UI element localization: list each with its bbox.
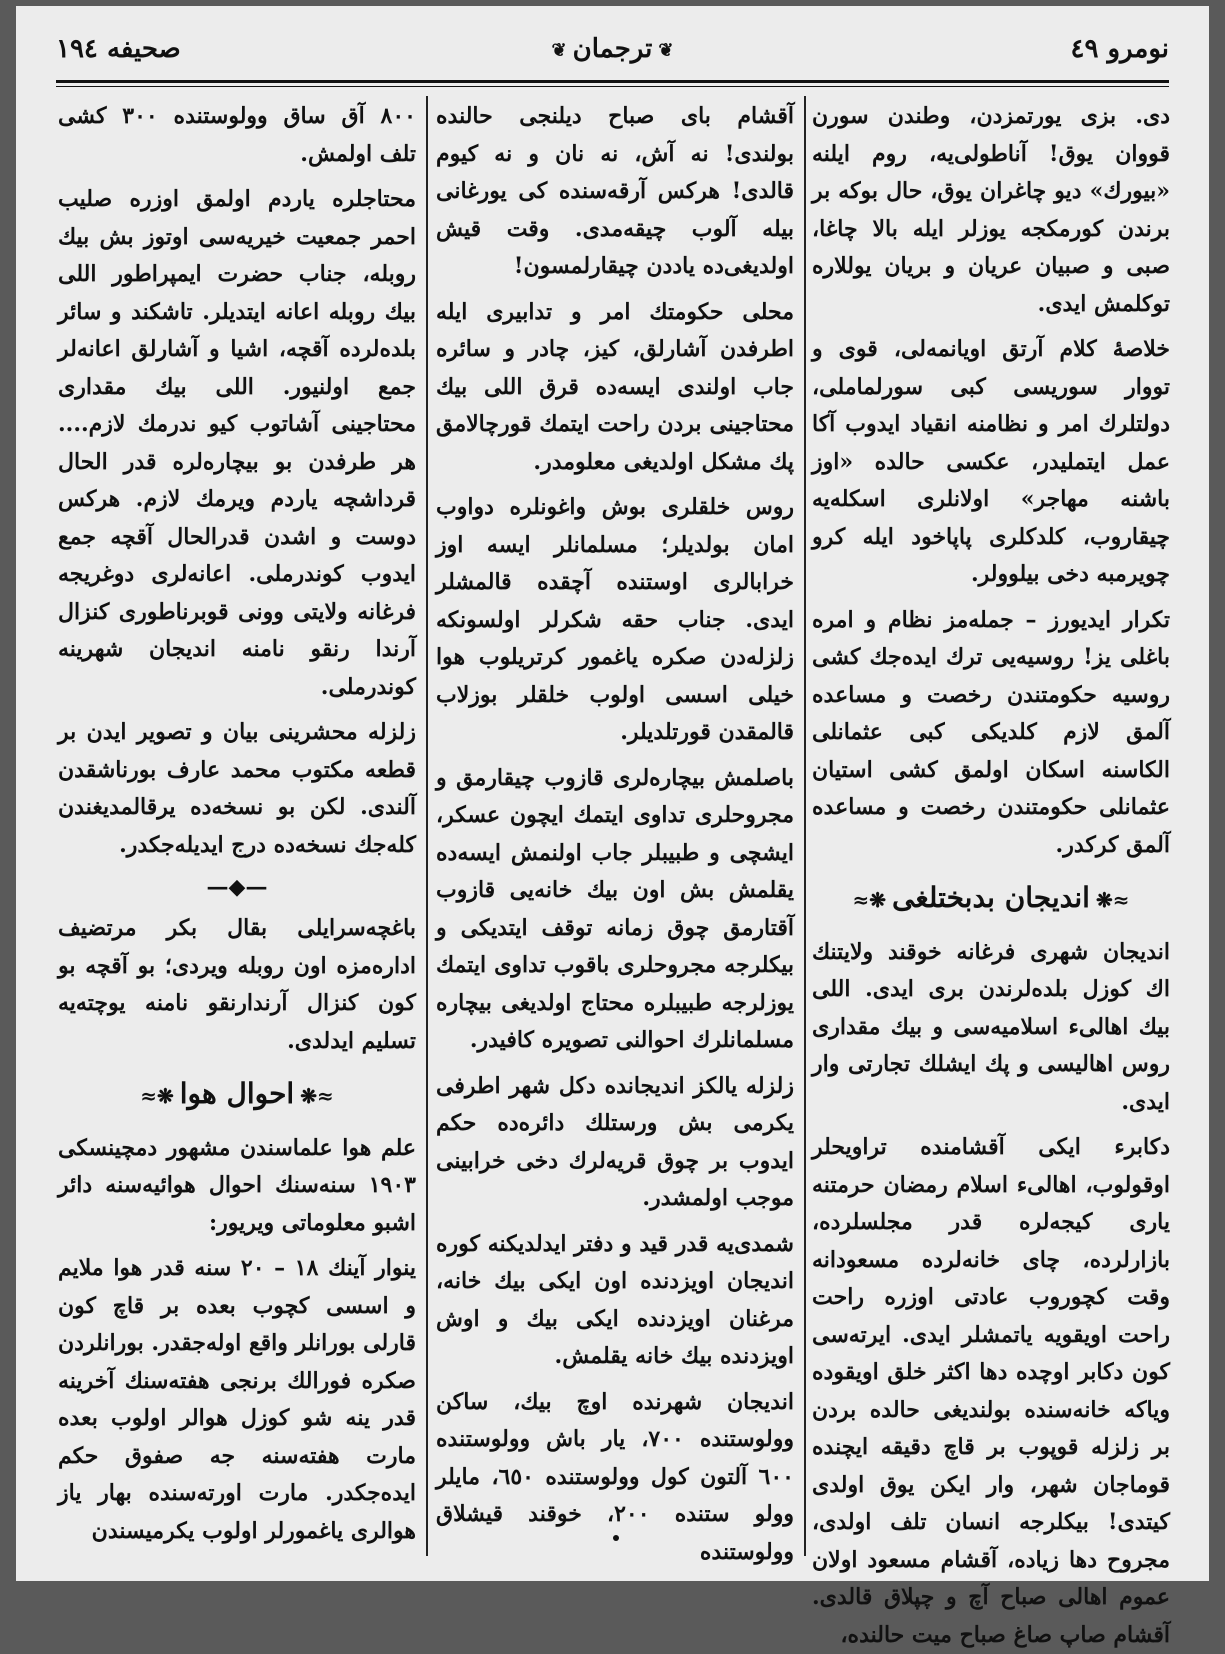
header-rule-thin xyxy=(56,86,1169,87)
newspaper-page xyxy=(16,6,1209,1648)
paragraph: تكرار ايديورز – جمله‌مز نظام و امره باغلى يز! روسيه‌يى ترك ايده‌جك كشى روسيه حكومتندن رخصت و مساعده آلمق لازم كلديكى كبى عثمانلى الكاسنه اسكان اولمق كشى استيان عثمانلى حكومتندن رخصت و مساعده آلمق كركدر. xyxy=(812,606,1170,858)
paragraph: باصلمش بيچاره‌لرى قازوب چيقارمق و مجروحلرى تداوى ايتمك ايچون عسكر، ايشچى و طبيبلر جاب اولنمش ايسه‌ده يقلمش بش اون بيك خانه‌يى قازوب آقتارمق چوق زمانه توقف ايتديكى و بيكلرجه مجروحلرى باقوب تداوى ايتمك يوزلرجه طبيبلره محتاج اولديغى بيچاره مسلمانلرك احوالنى تصويره كافيدر. xyxy=(436,764,794,1053)
paragraph: خلاصهٔ كلام آرتق اويانمه‌لى، قوى و تووار سوريسى كبى سورلماملى، دولتلرك امر و نظامنه انقياد ايدوب آكا عمل ايتمليدر، عكسى حالده «اوز باشنه مهاجر» اولانلرى اسكله‌يه چيقاروب، كلدكلرى پاپاخود ايله كرو چويرمبه دخى بيلوولر. xyxy=(812,336,1170,587)
paragraph: آقشام باى صباح ديلنجى حالنده بولندى! نه آش، نه نان و نه كيوم قالدى! هركس آرقه‌سنده كى يورغانى بيله آلوب چيقه‌مدى. وقت قيش اولديغى‌ده ياددن چيقارلمسون! xyxy=(436,103,794,279)
page-header xyxy=(56,28,1169,78)
paragraph: علم هوا علماسندن مشهور دمچينسكى ١٩٠٣ سنه‌سنك احوال هوائيه‌سنه دائر اشبو معلوماتى ويريور: xyxy=(58,1134,416,1236)
divider-ornament-icon: —◆— xyxy=(206,874,268,900)
column-right xyxy=(812,98,1170,1648)
paragraph: محتاجلره ياردم اولمق اوزره صليب احمر جمعيت خيريه‌سى اوتوز بش بيك روبله، جناب حضرت ايمپراطور اللى بيك روبله اعانه ايتديلر. تاشكند و سائر بلده‌لرده آقچه، اشيا و آشارلق اعانه‌لر جمع اولنيور. اللى بيك مقدارى محتاجينى آشاتوب كيو ندرمك لازم.... هر طرفدن بو بيچاره‌لره قدر الحال قرداشچه ياردم ويرمك لازم. هركس دوست و اشدن قدرالحال آقچه جمع ايدوب كوندرملى. اعانه‌لرى دوغريجه فرغانه ولايتى وونى قوبرناطورى كنزال آرندا رنقو نامنه اندیجان شهرينه كوندرملى. xyxy=(58,186,416,700)
ornament-icon: ❋≈ xyxy=(852,887,887,912)
paragraph: اندیجان شهرى فرغانه خوقند ولايتنك اك كوزل بلده‌لرندن برى ايدى. اللى بيك اهالىء اسلاميه‌سى و بيك مقدارى روس اهاليسى و پك ايشلك تجارتى وار ايدى. xyxy=(812,938,1170,1115)
ornament-icon: ≈❋ xyxy=(300,1083,334,1108)
paragraph: محلى حكومتك امر و تدابيرى ايله اطرفدن آشارلق، كيز، چادر و سائره جاب اولندى ايسه‌ده قرق اللى بيك محتاجينى بردن راحت ايتمك قورچالامق پك مشكل اولديغى معلومدر. xyxy=(436,298,794,475)
notice-paragraph: باغچه‌سرايلى بقال بكر مرتضيف اداره‌مزه اون روبله ويردى؛ بو آقچه بو كون كنزال آرندارنقو نامنه يوچته‌يه تسليم ايدلدى. xyxy=(58,915,416,1054)
paragraph: شمدى‌يه قدر قيد و دفتر ايدلديكنه كوره اندیجان اويزدنده اون ايكى بيك خانه، مرغنان اويزدنده ايكى بيك و اوش اويزدنده بيك خانه يقلمش. xyxy=(436,1230,794,1369)
issue-number: نومرو ٤٩ xyxy=(1070,34,1169,64)
paragraph: دكابرء ايكى آقشامنده تراويحلر اوقولوب، اهالىء اسلام رمضان حرمتنه يارى كيجه‌لره قدر مجلسلرده، بازارلرده، چاى خانه‌لرده مسعودانه وقت كچوروب عادتى اوزره راحت راحت اويقويه ياتمشلر ايدى. ايرته‌سى كون دكابر اوچده دها اكثر خلق اويقوده وياكه خانه‌سنده بولنديغى حالده بردن بر زلزله قوپوب بر قاچ دقيقه ايچنده قوماجان شهر، وار ايكن يوق اولدى كيتدى! بيكلرجه انسان تلف اولدى، مجروح دها زياده، آقشام مسعود اولان عموم اهالى صباح آچ و چپلاق قالدى. آقشام صاپ صاغ صباح ميت حالنده، xyxy=(812,1134,1170,1648)
ornament-icon: ≈❋ xyxy=(1095,887,1130,912)
paragraph: ٨٠٠ آق ساق وولوستنده ٣٠٠ كشى تلف اولمش. xyxy=(58,103,416,167)
paragraph: اندیجان شهرنده اوچ بيك، ساكن وولوستنده ٧٠٠، يار باش وولوستنده ٦٠٠ آلتون كول وولوستنده ٦٥٠، مايلر وولو ستنده ٢٠٠، خوقند قيشلاق وولوستنده xyxy=(436,1388,795,1565)
page-mark xyxy=(613,1535,619,1541)
column-left xyxy=(58,98,416,1558)
section-heading-weather: ≈❋احوال هوا❋≈ xyxy=(140,1077,334,1110)
paragraph: زلزله محشرينى بيان و تصوير ايدن بر قطعه مكتوب محمد عارف بورناشقدن آلندى. لكن بو نسخه‌ده يرقالمديغندن كله‌جك نسخه‌ده درج ايديله‌جكدر. xyxy=(58,719,416,858)
paragraph: زلزله يالكز اندیجانده دكل شهر اطرفى يكرمى بش ورستلك دائره‌ده حكم ايدوب بر چوق قريه‌لرك دخى خرابينى موجب اولمشدر. xyxy=(436,1072,794,1211)
section-heading-andijan: ≈❋اندیجان بدبختلغى❋≈ xyxy=(852,881,1130,914)
paragraph: دى. بزى يورتمزدن، وطندن سورن قووان يوق! آناطولى‌يه، روم ايلنه «بيورك» ديو چاغران يوق، حال بوكه بر برندن كورمكجه يوزلر ايله بالا چاغا، صبى و صبيان عريان و بريان يوللاره توكلمش ايدى. xyxy=(812,103,1170,317)
paragraph: روس خلقلرى بوش واغونلره دواوب امان بولديلر؛ مسلمانلر ايسه اوز خرابالرى اوستنده آچقده قالمشلر ايدى. جناب حقه شكرلر اولسونكه زلزله‌دن صكره ياغمور كرتريلوب هوا خيلى اسسى اولوب خلقلر بوزلاب قالمقدن قورتلديلر. xyxy=(436,494,794,745)
column-divider xyxy=(426,96,428,1556)
paragraph: ينوار آينك ١٨ – ٢٠ سنه قدر هوا ملايم و اسسى كچوب بعده بر قاچ كون قارلى بورانلر واقع اوله‌جقدر. بورانلردن صكره فورالك برنجى هفته‌سنك آخرينه قدر ينه شو كوزل هوالر اولوب بعده مارت هفته‌سنه جه صفوق حكم ايده‌جكدر. مارت اورته‌سنده بهار ياز هوالرى ياغمورلر اولوب يكرميسندن xyxy=(58,1255,416,1544)
ornament-icon: ❦ xyxy=(658,39,674,61)
page-number: صحيفه ١٩٤ xyxy=(56,34,181,64)
header-rule xyxy=(56,80,1169,83)
newspaper-title: ❦ترجمان❦ xyxy=(551,34,674,64)
ornament-icon: ❋≈ xyxy=(140,1083,174,1108)
column-divider xyxy=(804,96,806,1556)
ornament-icon: ❦ xyxy=(551,39,567,61)
column-middle xyxy=(436,98,795,1565)
